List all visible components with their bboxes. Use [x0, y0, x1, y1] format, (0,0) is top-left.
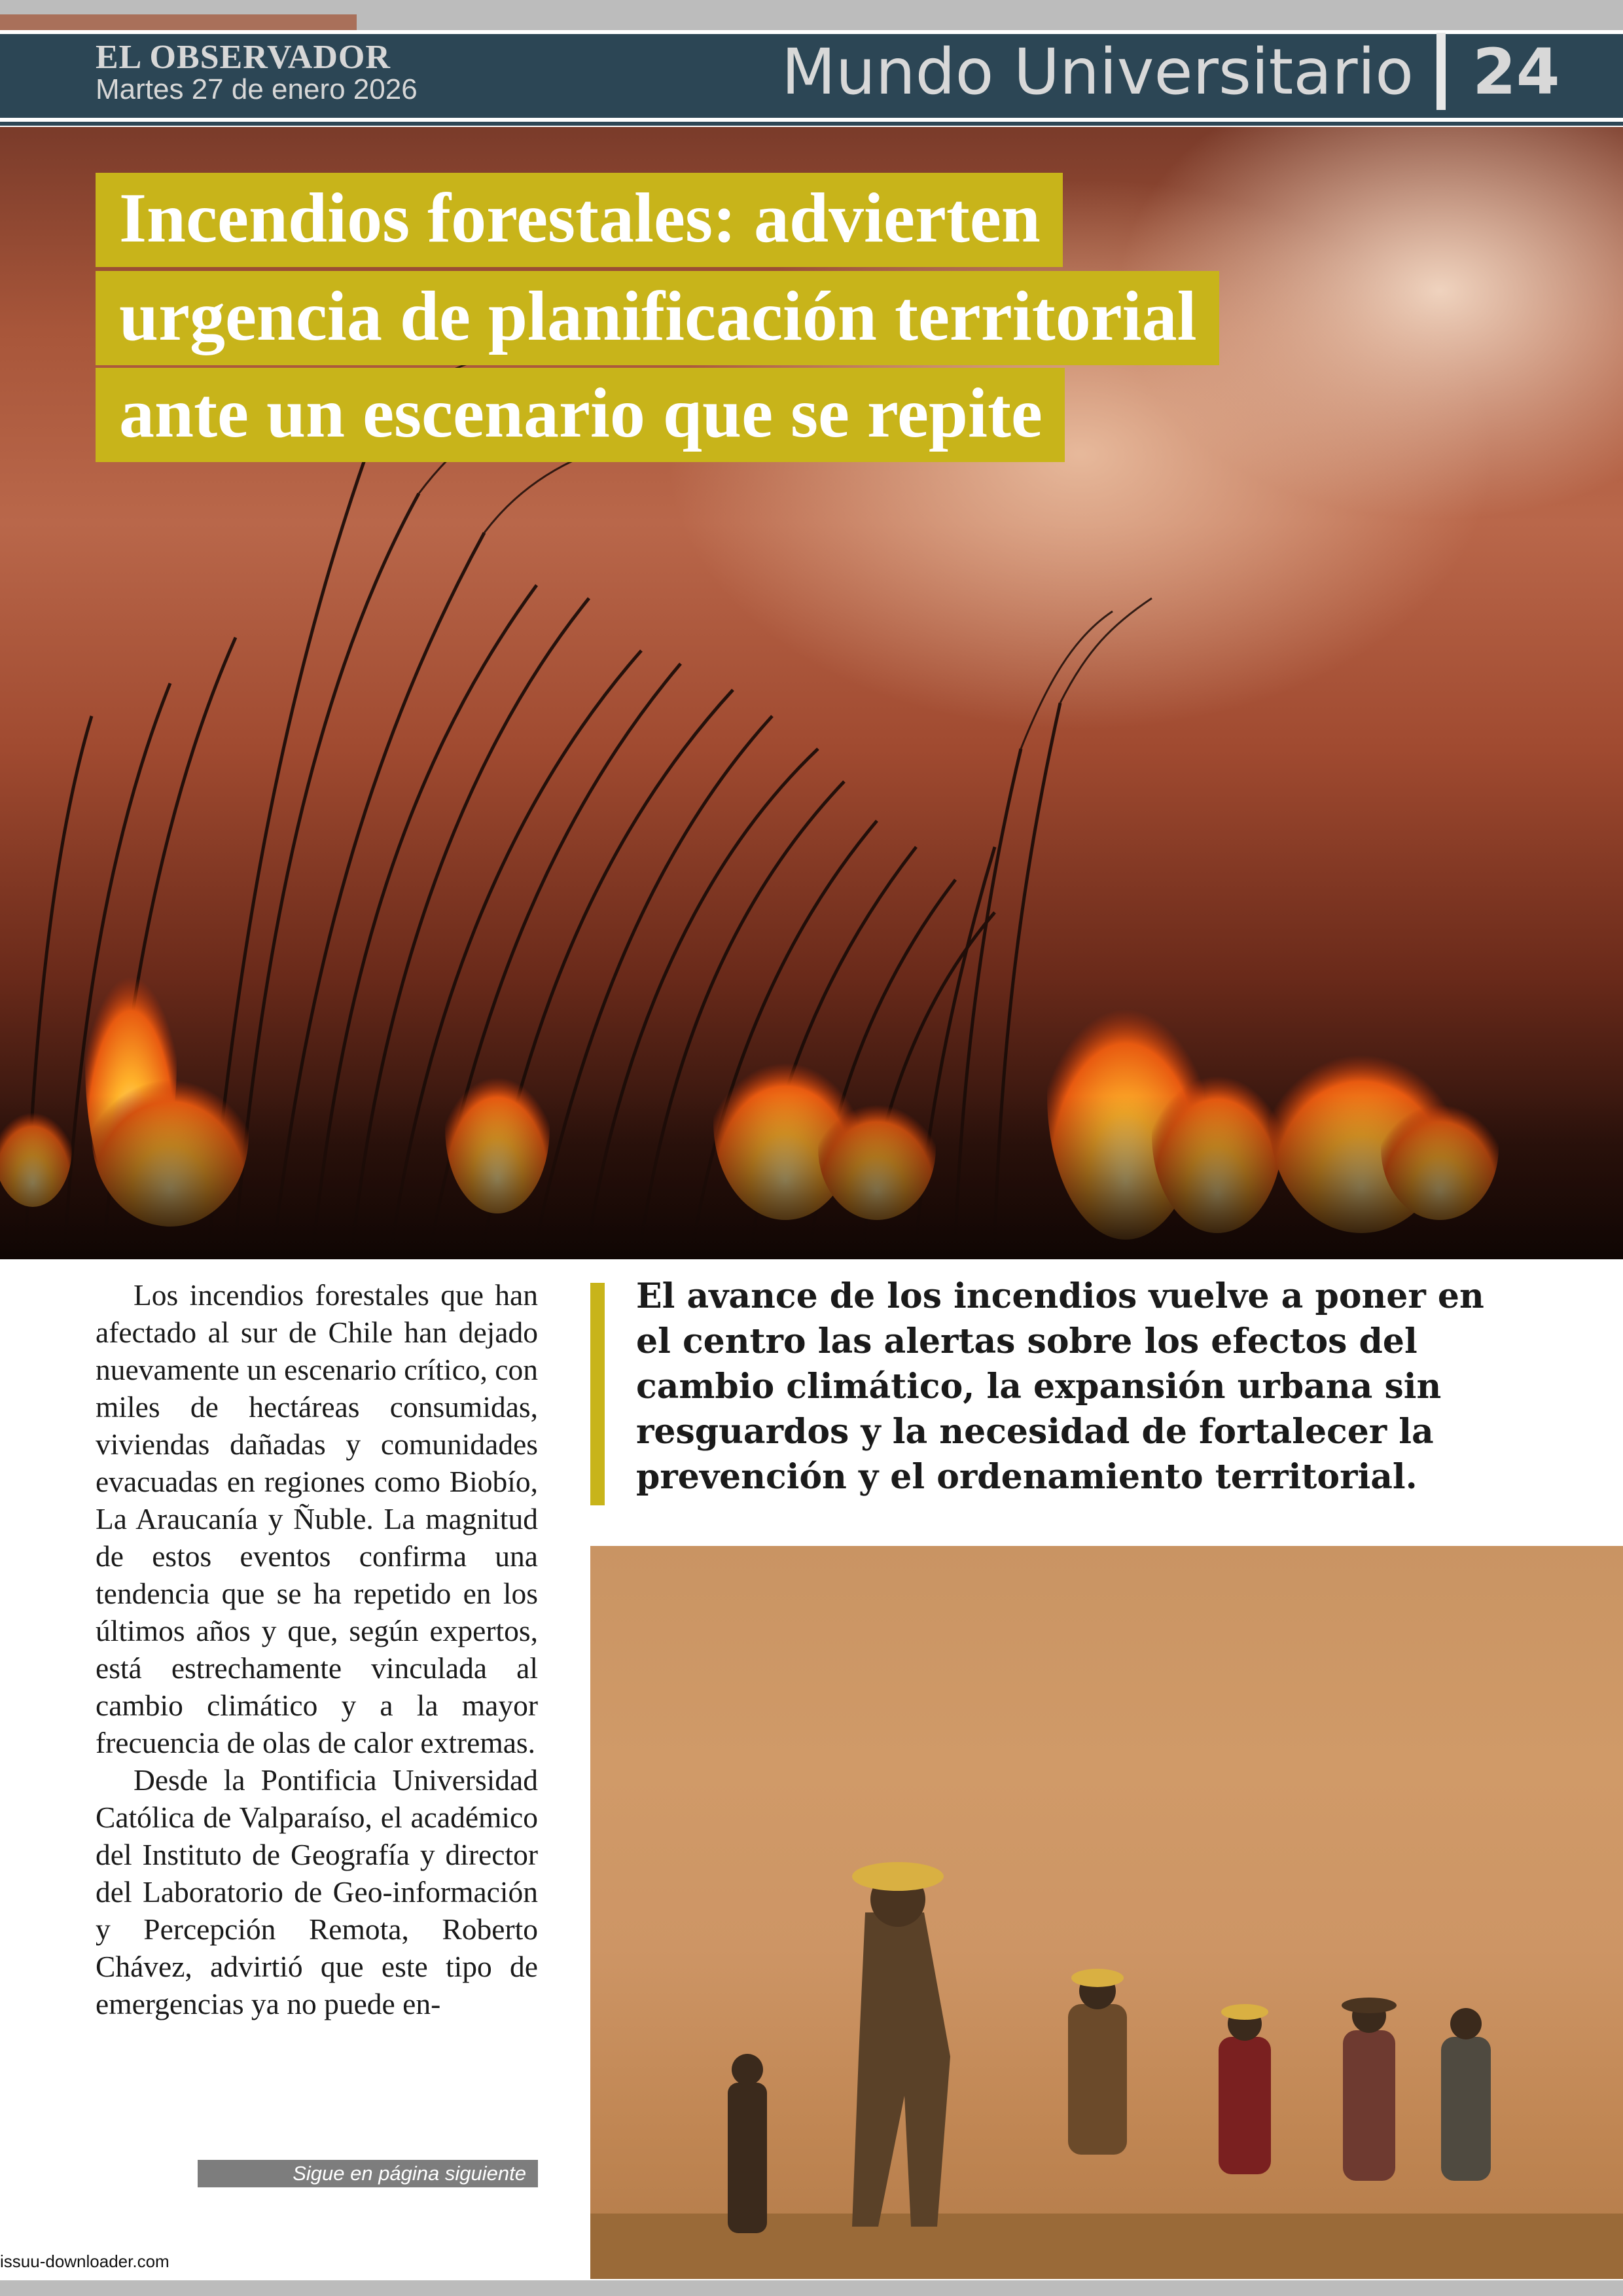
body-paragraph-2: Desde la Pontificia Universidad Católica de Valparaíso, el académico del Instituto de Geografía y director del Laboratorio de Geo-información y Percepción Remota, Roberto Chávez, advirtió que este tipo de emergencias ya no puede en- — [96, 1763, 538, 2020]
headline-line-1-box — [96, 173, 1063, 267]
top-accent-strip — [0, 14, 357, 30]
firefighters-photo — [590, 1546, 1623, 2279]
headline-line-3: ante un escenario que se repite — [96, 368, 1065, 462]
section-title: Mundo Universitario — [781, 35, 1414, 109]
continue-label: Sigue en página siguiente — [198, 2160, 538, 2187]
header-separator — [1436, 33, 1446, 110]
newspaper-name: EL OBSERVADOR — [96, 39, 391, 76]
source-watermark: issuu-downloader.com — [0, 2251, 169, 2271]
headline-line-2: urgencia de planificación territorial — [96, 271, 1219, 365]
headline-line-3-box — [96, 368, 1065, 462]
hero-wildfire-photo — [0, 127, 1623, 1259]
article-lead: El avance de los incendios vuelve a poner en el centro las alertas sobre los efectos del cambio climático, la expansión urbana sin resguardos y la necesidad de fortalecer la prevención y el ordenamiento territorial. — [636, 1276, 1484, 1497]
header-rule-dark — [0, 122, 1623, 126]
body-paragraph-1: Los incendios forestales que han afectado al sur de Chile han dejado nuevamente un escenario crítico, con miles de hectáreas consumidas, viviendas dañadas y comunidades evacuadas en regiones como Biobío, La Araucanía y Ñuble. La magnitud de estos eventos confirma una tendencia que se ha repetido en los últimos años y que, según expertos, está estrechamente vinculada al cambio climático y a la mayor frecuencia de olas de calor extremas. — [96, 1278, 538, 1759]
headline-line-1: Incendios forestales: advierten — [96, 173, 1063, 267]
firefighters-illustration — [590, 1546, 1623, 2279]
page-number: 24 — [1472, 35, 1560, 109]
headline-line-2-box — [96, 271, 1219, 365]
lead-accent-bar — [590, 1283, 605, 1505]
issue-date: Martes 27 de enero 2026 — [96, 73, 418, 105]
article-body — [96, 1276, 538, 2022]
bottom-border — [0, 2280, 1623, 2296]
